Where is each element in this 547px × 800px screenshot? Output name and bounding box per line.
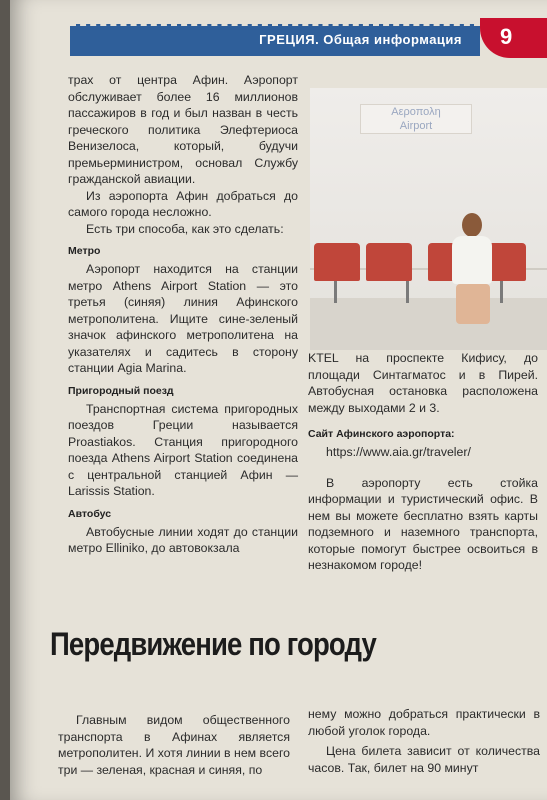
red-seat: [366, 243, 412, 281]
website-url: https://www.aia.gr/traveler/: [326, 445, 471, 459]
running-header-title: ГРЕЦИЯ. Общая информация: [259, 32, 462, 47]
section-title: Передвижение по городу: [50, 626, 376, 662]
paragraph: Аэропорт находится на станции метро Athens Airport Station — это третья (синяя) линия Афинского метрополитена. Ищите сине-зеленый значок афинского метрополитена на указателях и садитесь в сторону станции Agia Marina.: [68, 262, 298, 375]
right-column: [308, 350, 538, 574]
paragraph: трах от центра Афин. Аэропорт обслуживает более 16 миллионов пассажиров в год и был назван в честь греческого политика Элефтериоса Венизелоса, который, будучи премьерминистром, основал Службу гражданской авиации.: [68, 73, 298, 186]
paragraph: Цена билета зависит от количества часов. Так, билет на 90 минут: [308, 744, 540, 775]
person-body: [452, 236, 492, 284]
page-number: 9: [500, 24, 513, 49]
sign-line: Airport: [399, 120, 433, 132]
floor: [310, 298, 547, 350]
seat-leg: [406, 281, 409, 303]
page-number-tab: [480, 18, 547, 58]
running-header: [70, 24, 480, 56]
bottom-left-column: [58, 712, 290, 778]
subheading-website: Сайт Афинского аэропорта:: [308, 428, 455, 440]
subheading-metro: Метро: [68, 245, 101, 257]
person-legs: [456, 284, 490, 324]
subheading-train: Пригородный поезд: [68, 384, 174, 397]
paragraph: нему можно добраться практически в любой уголок города.: [308, 707, 540, 738]
sign-line: Αεροπολη: [391, 106, 441, 118]
book-page: [10, 0, 547, 800]
airport-sign: [360, 104, 472, 134]
paragraph: Главным видом общественного транспорта в Афинах является метрополитен. И хотя линии в нем всего три — зеленая, красная и синяя, по: [58, 713, 290, 777]
red-seat: [314, 243, 360, 281]
paragraph: Есть три способа, как это сделать:: [86, 221, 284, 236]
paragraph: Из аэропорта Афин добраться до самого города несложно.: [68, 188, 298, 219]
paragraph: Автобусные линии ходят до станции метро Elliniko, до автовокзала: [68, 524, 298, 555]
paragraph: KTEL на проспекте Кифису, до площади Синтагматос и в Пирей. Автобусная остановка расположена между выходами 2 и 3.: [308, 351, 538, 415]
bottom-right-column: [308, 706, 540, 776]
airport-photo: [310, 88, 547, 350]
seat-leg: [500, 281, 503, 303]
subheading-bus: Автобус: [68, 507, 112, 520]
paragraph: Транспортная система пригородных поездов Греции называется Proastiakos. Станция пригородного поезда Athens Airport Station соединена с центральной станцией Афин — Larissis Station.: [68, 401, 298, 498]
paragraph: В аэропорту есть стойка информации и туристический офис. В нем вы можете бесплатно взять карты подземного и наземного транспорта, которые помогут быстрее освоиться в незнакомом городе!: [308, 475, 538, 572]
left-column: [68, 72, 298, 557]
person-head: [462, 213, 482, 237]
seat-leg: [334, 281, 337, 303]
